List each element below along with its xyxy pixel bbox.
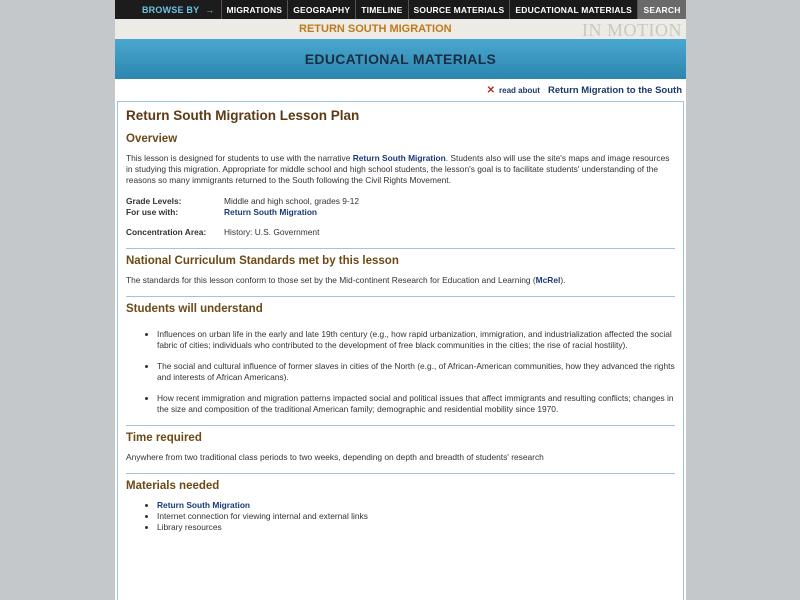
nav-search[interactable]: SEARCH	[637, 0, 686, 19]
read-about-link[interactable]: Return Migration to the South	[547, 84, 682, 96]
nav-source-materials[interactable]: SOURCE MATERIALS	[408, 0, 510, 19]
list-item: • Internet connection for viewing internal and external links	[157, 511, 675, 522]
right-background	[686, 0, 800, 600]
nav-educational-materials[interactable]: EDUCATIONAL MATERIALS	[509, 0, 637, 19]
concentration-key: Concentration Area:	[126, 227, 207, 237]
use-key: For use with:	[126, 207, 179, 217]
nav-geography[interactable]: GEOGRAPHY	[287, 0, 355, 19]
browse-by[interactable]	[115, 0, 221, 19]
overview-heading: Overview	[126, 133, 178, 145]
mcrel-link[interactable]: McRel	[535, 275, 561, 285]
grade-key: Grade Levels:	[126, 196, 182, 206]
time-text: Anywhere from two traditional class periods to two weeks, depending on depth and breadth of students' research	[126, 452, 544, 462]
list-item: • The social and cultural influence of former slaves in cities of the North (e.g., of African-American communities, how they advanced the rights and interests of African Americans).	[157, 361, 675, 383]
overview-link[interactable]: Return South Migration	[352, 153, 446, 163]
list-item: • How recent immigration and migration patterns impacted social and political issues that affect immigrants and resulting conflicts; changes in the size and composition of the traditional American family; demographic and residential mobility since 1970.	[157, 393, 675, 415]
materials-link[interactable]: Return South Migration	[157, 500, 251, 510]
use-link[interactable]: Return South Migration	[224, 207, 318, 217]
list-item: • Influences on urban life in the early and late 19th century (e.g., how rapid urbanization, immigration, and industrialization affected the social fabric of cities; individuals who contributed to the development of free black communities in the cities; the rise of racial hostility).	[157, 329, 675, 351]
arrow-right-icon: →	[205, 4, 215, 15]
standards-text-part1: The standards for this lesson conform to those set by the Mid-continent Research for Education and Learning (	[126, 275, 536, 285]
section-title[interactable]: RETURN SOUTH MIGRATION	[299, 23, 452, 35]
standards-heading: National Curriculum Standards met by this lesson	[126, 255, 399, 267]
read-about-label: read about	[499, 85, 540, 95]
cross-icon: ✕	[486, 84, 496, 96]
understand-section	[126, 296, 675, 415]
list-item	[157, 500, 675, 511]
overview-text-part2: . Students also will use the site's maps and image resources in studying this migration. Appropriate for middle school and high school students, the lesson's goal is to facilitate students' understanding of the reasons so many immigrants returned to the South following the Civil Rights Movement.	[126, 153, 670, 185]
banner-title: EDUCATIONAL MATERIALS	[304, 51, 497, 67]
concentration-value: History: U.S. Government	[224, 227, 320, 237]
page-frame	[115, 0, 686, 600]
materials-heading: Materials needed	[126, 480, 220, 492]
banner	[115, 39, 686, 79]
nav-timeline[interactable]: TIMELINE	[355, 0, 407, 19]
in-motion-logo[interactable]: IN MOTION	[582, 20, 682, 40]
standards-text-part2: ).	[560, 275, 566, 285]
grade-value: Middle and high school, grades 9-12	[224, 196, 360, 206]
standards-text	[126, 275, 675, 286]
overview-text	[126, 153, 675, 186]
time-heading: Time required	[126, 432, 202, 444]
list-item: • Library resources	[157, 522, 675, 533]
understand-heading: Students will understand	[126, 303, 263, 315]
left-background	[0, 0, 115, 600]
overview-text-part1: This lesson is designed for students to use with the narrative	[126, 153, 353, 163]
top-navigation	[115, 0, 686, 19]
materials-section	[126, 473, 675, 533]
understand-list	[126, 329, 675, 415]
lesson-content	[117, 101, 684, 600]
page-title: Return South Migration Lesson Plan	[126, 108, 360, 123]
nav-migrations[interactable]: MIGRATIONS	[221, 0, 288, 19]
lesson-info-table	[126, 196, 359, 238]
browse-label: BROWSE BY	[141, 4, 200, 15]
read-about	[115, 81, 686, 99]
materials-list	[126, 500, 675, 533]
standards-section	[126, 248, 675, 286]
title-strip	[115, 19, 686, 39]
time-section	[126, 425, 675, 463]
